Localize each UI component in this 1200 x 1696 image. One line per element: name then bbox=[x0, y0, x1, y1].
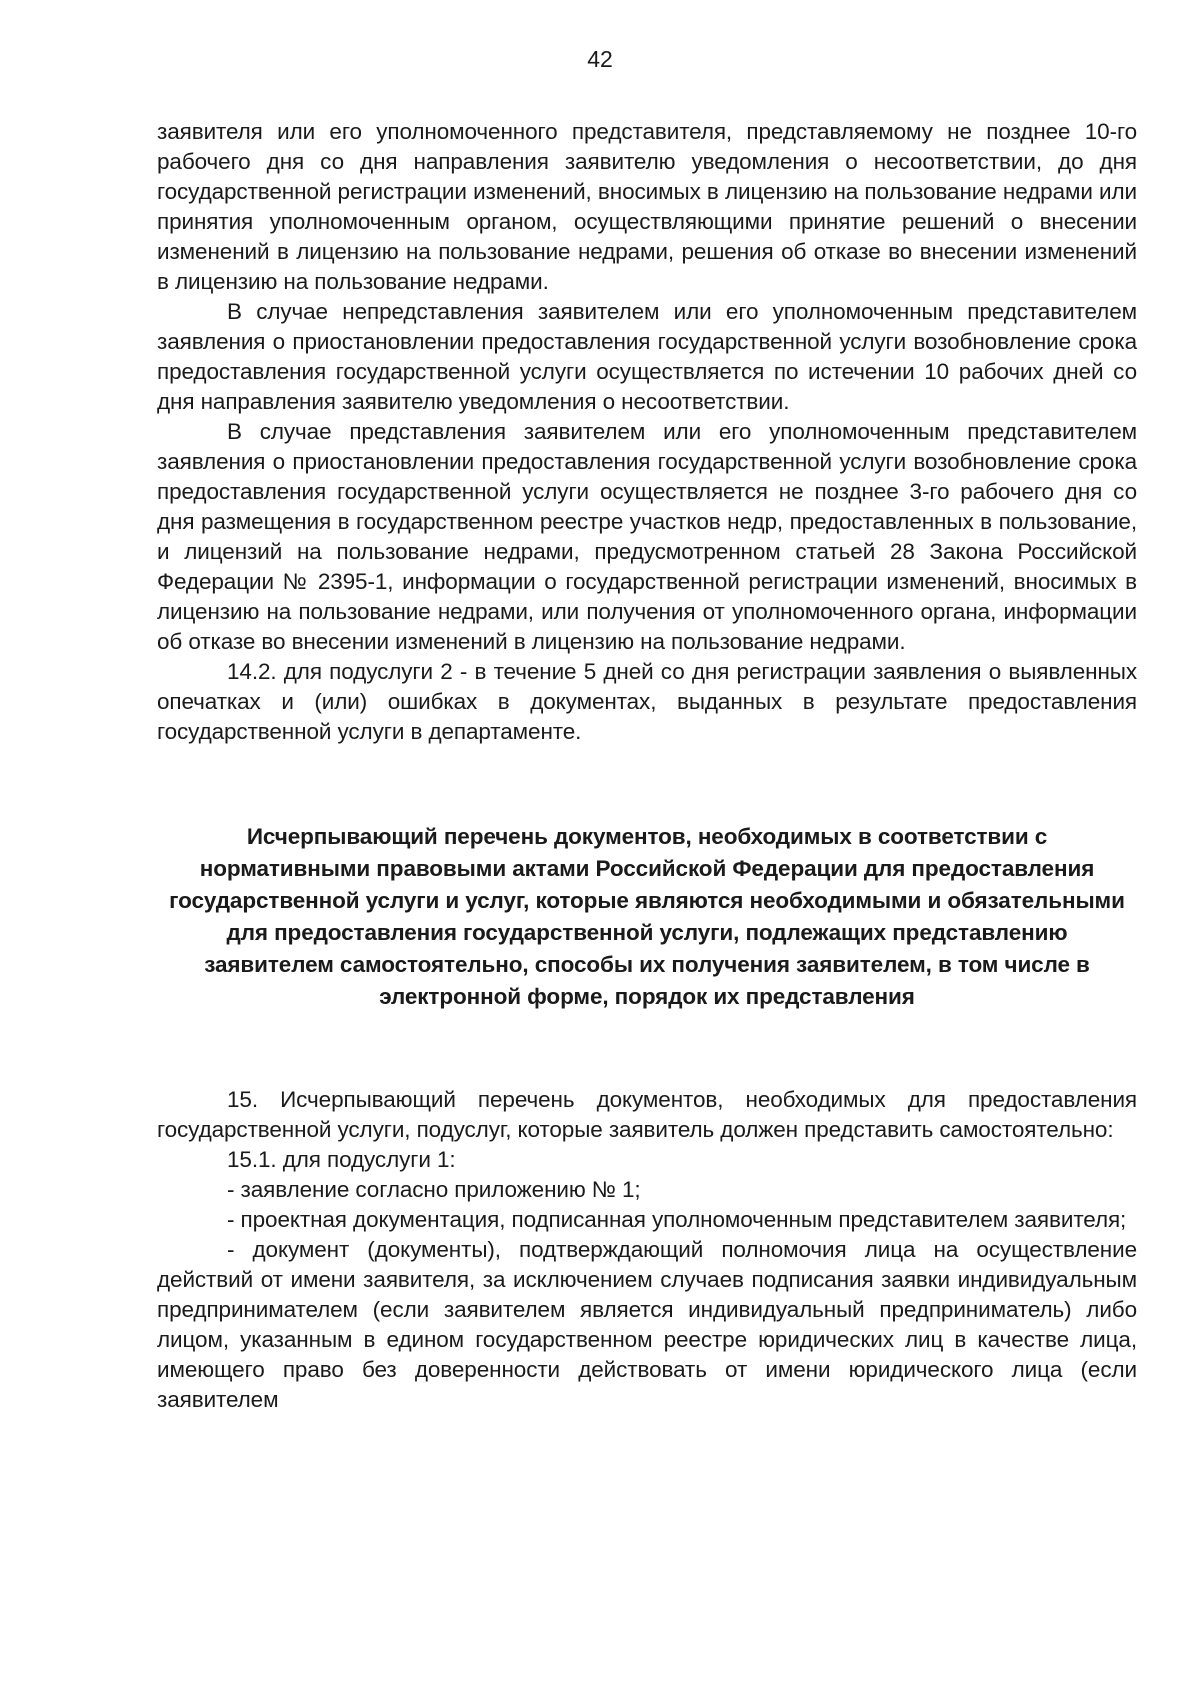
paragraph: В случае представления заявителем или его уполномоченным представителем заявления о приостановлении предоставления государственной услуги возобновление срока предоставления государственной услуги осуществляется не позднее 3-го рабочего дня со дня размещения в государственном реестре участков недр, предоставленных в пользование, и лицензий на пользование недрами, предусмотренном статьей 28 Закона Российской Федерации № 2395-1, информации о государственной регистрации изменений, вносимых в лицензию на пользование недрами, или получения от уполномоченного органа, информации об отказе во внесении изменений в лицензию на пользование недрами. bbox=[157, 419, 1137, 654]
page-content bbox=[157, 117, 1137, 1415]
paragraph: 15. Исчерпывающий перечень документов, необходимых для предоставления государственной услуги, подуслуг, которые заявитель должен представить самостоятельно: bbox=[157, 1087, 1137, 1142]
paragraph: - проектная документация, подписанная уполномоченным представителем заявителя; bbox=[227, 1207, 1127, 1232]
paragraph: 14.2. для подуслуги 2 - в течение 5 дней со дня регистрации заявления о выявленных опечатках и (или) ошибках в документах, выданных в результате предоставления государственной услуги в департаменте. bbox=[157, 659, 1137, 744]
bottom-paragraphs bbox=[157, 1085, 1137, 1415]
paragraph: - документ (документы), подтверждающий полномочия лица на осуществление действий от имени заявителя, за исключением случаев подписания заявки индивидуальным предпринимателем (если заявителем является индивидуальный предприниматель) либо лицом, указанным в едином государственном реестре юридических лиц в качестве лица, имеющего право без доверенности действовать от имени юридического лица (если заявителем bbox=[157, 1237, 1137, 1412]
top-paragraphs bbox=[157, 117, 1137, 747]
paragraph: заявителя или его уполномоченного представителя, представляемому не позднее 10-го рабочего дня со дня направления заявителю уведомления о несоответствии, до дня государственной регистрации изменений, вносимых в лицензию на пользование недрами или принятия уполномоченным органом, осуществляющими принятие решений о внесении изменений в лицензию на пользование недрами, решения об отказе во внесении изменений в лицензию на пользование недрами. bbox=[157, 119, 1137, 294]
page-number: 42 bbox=[587, 46, 613, 72]
paragraph: 15.1. для подуслуги 1: bbox=[227, 1147, 456, 1172]
paragraph: В случае непредставления заявителем или его уполномоченным представителем заявления о приостановлении предоставления государственной услуги возобновление срока предоставления государственной услуги осуществляется по истечении 10 рабочих дней со дня направления заявителю уведомления о несоответствии. bbox=[157, 299, 1137, 414]
section-heading: Исчерпывающий перечень документов, необходимых в соответствии с нормативными правовыми актами Российской Федерации для предоставления государственной услуги и услуг, которые являются необходимыми и обязательными для предоставления государственной услуги, подлежащих представлению заявителем самостоятельно, способы их получения заявителем, в том числе в электронной форме, порядок их представления bbox=[169, 824, 1125, 1009]
paragraph: - заявление согласно приложению № 1; bbox=[227, 1177, 641, 1202]
